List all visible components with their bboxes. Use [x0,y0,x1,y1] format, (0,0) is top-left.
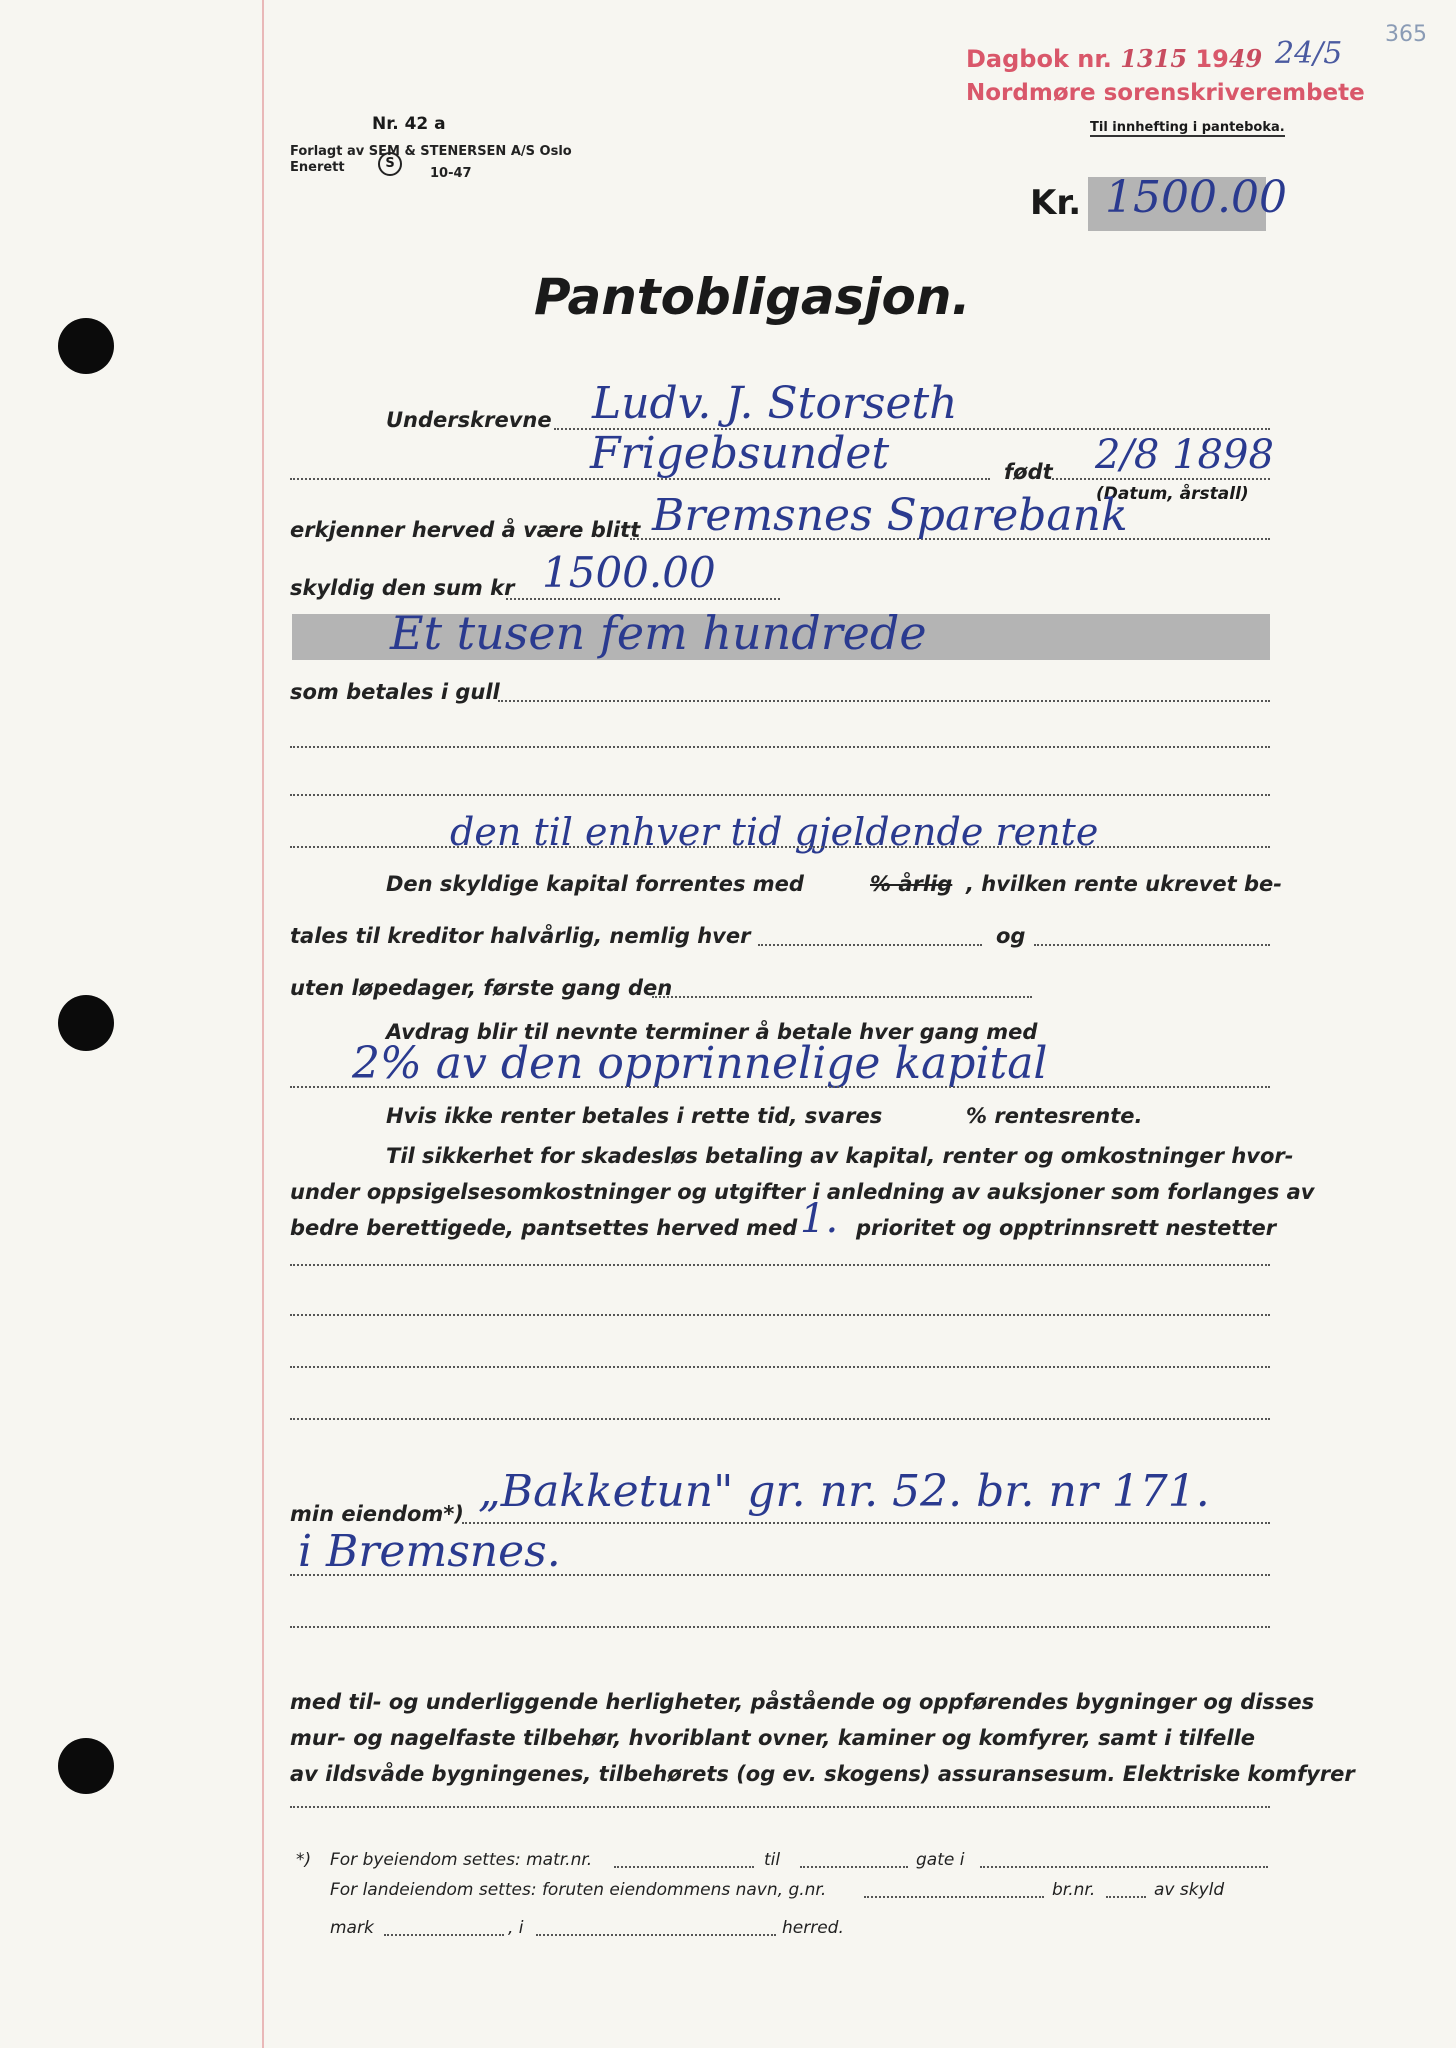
creditor-value: Bremsnes Sparebank [652,490,1128,541]
kapital-struck: % årlig [870,872,953,896]
dotted-line [800,1866,908,1868]
footnote-mark: mark [330,1918,374,1938]
dotted-line [536,1934,776,1936]
publisher-line2: Enerett [290,160,345,175]
kapital-label: Den skyldige kapital forrentes med [386,872,804,896]
kapital-rest: , hvilken rente ukrevet be- [966,872,1282,896]
dotted-line [290,1418,1270,1420]
dotted-line [290,1264,1270,1266]
tilbehor-1: med til- og underliggende herligheter, påstående og oppførendes bygninger og disses [290,1690,1315,1714]
dagbok-number: 1315 [1120,44,1188,73]
dotted-line [864,1896,1044,1898]
dotted-line [758,944,982,946]
eiendom-hand-2: i Bremsnes. [298,1526,561,1577]
sikkerhet-3a: bedre berettigede, pantsettes herved med [290,1216,798,1240]
og-label: og [996,924,1026,948]
dotted-line [1052,478,1270,480]
eiendom-hand-1: „Bakketun" gr. nr. 52. br. nr 171. [478,1466,1210,1517]
fodt-value: 2/8 1898 [1095,432,1274,478]
fodt-label: født [1004,460,1053,484]
footnote-gate: gate i [916,1850,965,1870]
avdrag-label: Avdrag blir til nevnte terminer å betale hver gang med [386,1020,1038,1044]
renter-label: Hvis ikke renter betales i rette tid, svares [386,1104,883,1128]
punch-hole [58,1738,114,1794]
betales-label: tales til kreditor halvårlig, nemlig hver [290,924,751,948]
punch-hole [58,995,114,1051]
underskrevne-label: Underskrevne [386,408,552,432]
footnote-av-skyld: av skyld [1154,1880,1225,1900]
sikkerhet-2: under oppsigelsesomkostninger og utgifter i anledning av auksjoner som forlanges av [290,1180,1315,1204]
sum-value: 1500.00 [542,548,716,597]
stamp-year: 49 [1228,44,1263,73]
renter-pct: % rentesrente. [966,1104,1143,1128]
publisher-line1: Forlagt av SEM & STENERSEN A/S Oslo [290,144,572,159]
dotted-line [290,1806,1270,1808]
form-number: Nr. 42 a [372,114,446,134]
erkjenner-label: erkjenner herved å være blitt [290,518,641,542]
lopedager-label: uten løpedager, første gang den [290,976,673,1000]
footnote-land-label: For landeiendom settes: foruten eiendommens navn, g.nr. [330,1880,827,1900]
gull-label: som betales i gull [290,680,500,704]
dotted-line [290,1314,1270,1316]
dotted-line [290,746,1270,748]
dotted-line [652,996,1032,998]
punch-hole [58,318,114,374]
avdrag-hand: 2% av den opprinnelige kapital [352,1038,1048,1089]
dotted-line [290,794,1270,796]
margin-line [262,0,264,2048]
footnote-brnr: br.nr. [1052,1880,1096,1900]
amount-label: Kr. [1030,183,1082,223]
publisher-code: 10-47 [430,166,472,181]
page-title: Pantobligasjon. [534,268,971,326]
dotted-line [290,1626,1270,1628]
dotted-line [1034,944,1270,946]
dotted-line [290,1574,1270,1576]
rente-hand: den til enhver tid gjeldende rente [450,810,1099,854]
tilbehor-2: mur- og nagelfaste tilbehør, hvoriblant ovner, kaminer og komfyrer, samt i tilfelle [290,1726,1256,1750]
publisher-logo: S [378,152,402,176]
dotted-line [1106,1896,1146,1898]
dotted-line [384,1934,504,1936]
page-number: 365 [1385,22,1427,47]
dotted-line [614,1866,754,1868]
amount-value: 1500.00 [1105,172,1287,223]
top-right-note: Til innhefting i panteboka. [1090,120,1285,135]
dagbok-stamp [966,44,1262,73]
stamp-prefix: Dagbok nr. [966,45,1112,73]
dotted-line [290,1086,1270,1088]
underskrevne-value: Ludv. J. Storseth [592,378,958,429]
stamp-office: Nordmøre sorenskriverembete [966,80,1365,106]
sum-words: Et tusen fem hundrede [390,606,927,660]
footnote-marker: *) [296,1850,312,1870]
dotted-line [498,700,1270,702]
datum-note: (Datum, årstall) [1096,484,1249,504]
sikkerhet-3b: prioritet og opptrinnsrett nestetter [856,1216,1277,1240]
sikkerhet-1: Til sikkerhet for skadesløs betaling av kapital, renter og omkostninger hvor- [386,1144,1294,1168]
footnote-herred: herred. [782,1918,844,1938]
skyldig-label: skyldig den sum kr [290,576,515,600]
stamp-date: 24/5 [1275,36,1343,71]
stamp-year-prefix: 19 [1195,45,1229,73]
prioritet-hand: 1. [800,1196,839,1242]
footnote-i: , i [508,1918,524,1938]
dotted-line [290,846,1270,848]
dotted-line [980,1866,1268,1868]
dotted-line [462,1522,1270,1524]
tilbehor-3: av ildsvåde bygningenes, tilbehørets (og ev. skogens) assuransesum. Elektriske komfyrer [290,1762,1355,1786]
dotted-line [506,598,780,600]
footnote-til: til [764,1850,781,1870]
dotted-line [290,1366,1270,1368]
footnote-by-label: For byeiendom settes: matr.nr. [330,1850,593,1870]
eiendom-label: min eiendom*) [290,1502,464,1526]
address-value: Frigebsundet [590,428,890,479]
